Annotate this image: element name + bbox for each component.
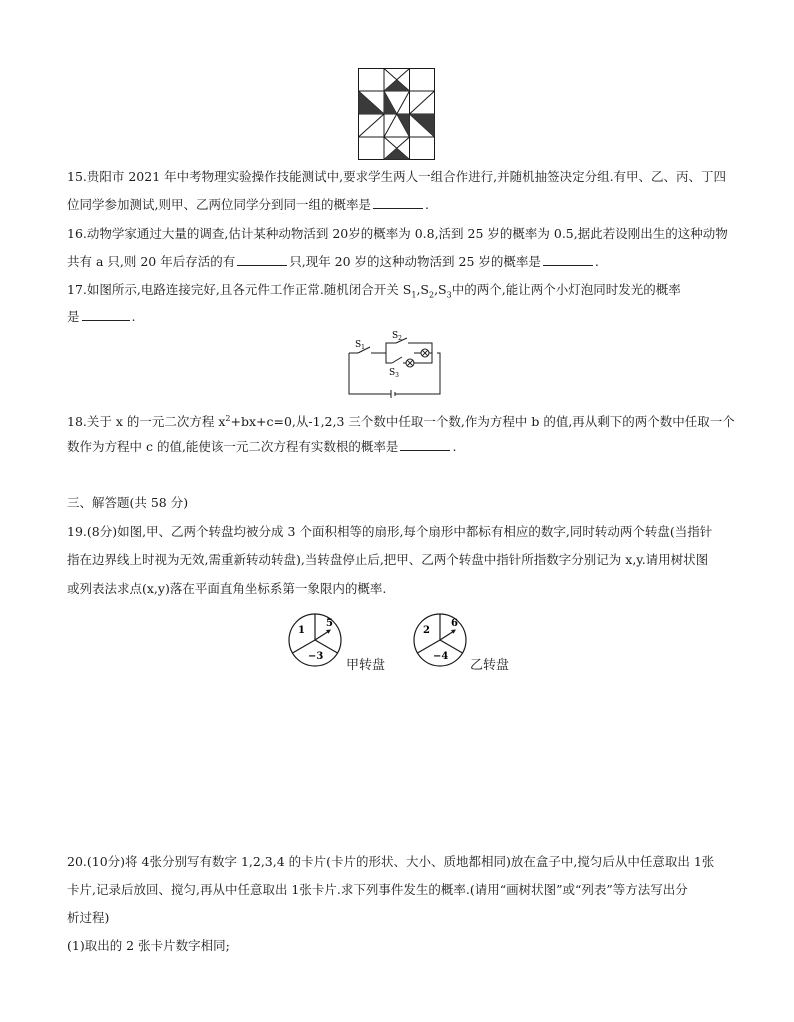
svg-text:S2: $S_2$ [392,331,402,342]
q17-line2: 是 . [67,309,136,324]
q15-line1: 15.贵阳市 2021 年中考物理实验操作技能测试中,要求学生两人一组合作进行,并随机抽签决定分组.有甲、乙、丙、丁四 [67,169,727,184]
q17-line1: 17.如图所示,电路连接完好,且各元件工作正常.随机闭合开关 $S_1,S_2,S_3$中的两个,能让两个小灯泡同时发光的概率 [67,282,681,300]
section-3-heading: 三、解答题(共 58 分) [67,495,189,510]
q20-part1: (1)取出的 2 张卡片数字相同; [67,938,230,953]
q16-answer-blank-2[interactable] [543,253,593,266]
spinner-yi-label: 乙转盘 [470,658,510,673]
spinner-jia [284,610,350,668]
q20-line1: 20.(10分)将 4张分别写有数字 1,2,3,4 的卡片(卡片的形状、大小、质地都相同)放在盒子中,搅匀后从中任意取出 1张 [67,854,715,869]
q19-line2: 指在边界线上时视为无效,需重新转动转盘),当转盘停止后,把甲、乙两个转盘中指针所指数字分别记为 x,y.请用树状图 [67,552,709,567]
svg-text:S3: $S_3$ [389,368,399,379]
spinner-yi-number-3: −4 [433,651,449,662]
q17-answer-blank[interactable] [82,308,130,321]
spinner-jia-number-1: 1 [298,625,305,636]
grid-figure [358,68,436,161]
spinner-yi-number-2: 6 [451,618,458,629]
q19-line3: 或列表法求点(x,y)落在平面直角坐标系第一象限内的概率. [67,581,387,596]
spinner-jia-label: 甲转盘 [346,658,386,673]
spinner-jia-number-3: −3 [308,651,324,662]
q15-answer-blank[interactable] [373,196,423,209]
q20-line3: 析过程) [67,910,110,925]
q16-line2: 共有 a 只,则 20 年后存活的有 只,现年 20 岁的这种动物活到 25 岁的概率是 . [67,254,599,269]
q18-answer-blank[interactable] [400,438,450,451]
q16-answer-blank-1[interactable] [237,253,287,266]
spinner-jia-number-2: 5 [326,618,333,629]
q18-line2: 数作为方程中 c 的值,能使该一元二次方程有实数根的概率是 . [67,439,457,454]
q20-line2: 卡片,记录后放回、搅匀,再从中任意取出 1张卡片.求下列事件发生的概率.(请用“画树状图”或“列表”等方法写出分 [67,882,688,897]
spinner-yi-number-1: 2 [423,625,430,636]
q15-line2: 位同学参加测试,则甲、乙两位同学分到同一组的概率是 . [67,197,429,212]
spinner-yi [407,610,473,668]
q19-line1: 19.(8分)如图,甲、乙两个转盘均被分成 3 个面积相等的扇形,每个扇形中都标有相应的数字,同时转动两个转盘(当指针 [67,524,713,539]
q16-line1: 16.动物学家通过大量的调查,估计某种动物活到 20岁的概率为 0.8,活到 25 岁的概率为 0.5,据此若设刚出生的这种动物 [67,226,728,241]
circuit-diagram [344,328,448,400]
svg-text:S1: $S_1$ [355,340,365,351]
q18-line1: 18.关于 x 的一元二次方程 $x^2+bx+c=0$,从-1,2,3 三个数中任取一个数,作为方程中 b 的值,再从剩下的两个数中任取一个 [67,414,735,430]
